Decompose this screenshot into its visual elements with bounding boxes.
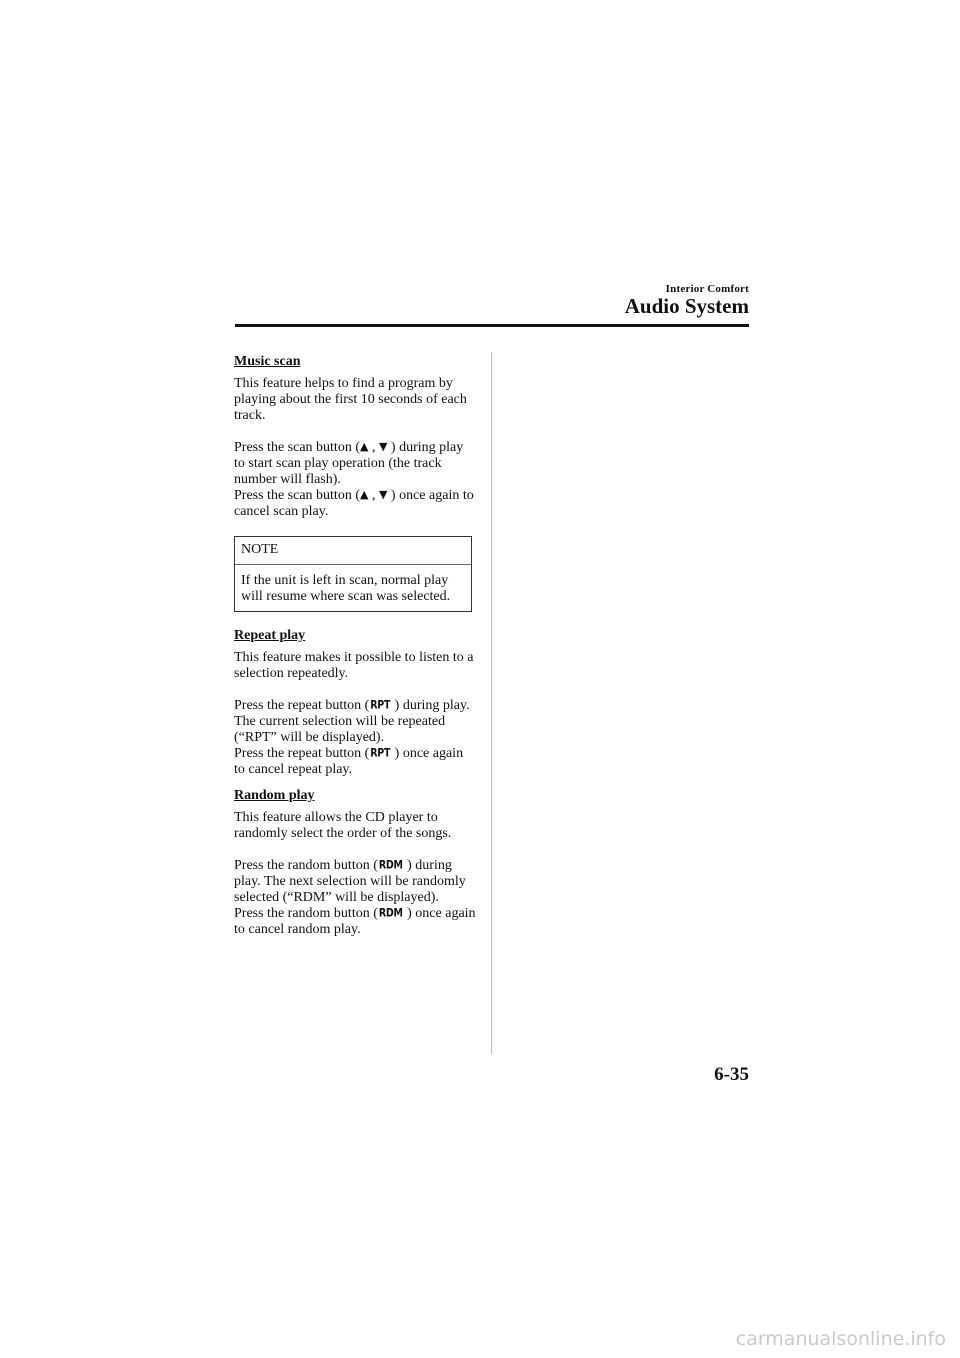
rdm-button-icon: RDM bbox=[378, 906, 403, 921]
random-play-heading: Random play bbox=[234, 788, 315, 803]
down-arrow-icon: ▼ bbox=[378, 440, 388, 453]
column-divider bbox=[491, 352, 492, 1054]
left-column bbox=[234, 354, 476, 938]
music-scan-heading: Music scan bbox=[234, 354, 301, 369]
note-box bbox=[234, 536, 472, 612]
down-arrow-icon: ▼ bbox=[378, 488, 388, 501]
up-arrow-icon: ▲ bbox=[359, 488, 369, 501]
page-title: Audio System bbox=[624, 294, 749, 318]
music-scan-cancel: Press the scan button (▲ , ▼ ) once again to cancel scan play. bbox=[234, 488, 474, 519]
rpt-button-icon: RPT bbox=[370, 698, 391, 713]
up-arrow-icon: ▲ bbox=[359, 440, 369, 453]
header-rule bbox=[235, 324, 749, 327]
page-number: 6-35 bbox=[714, 1064, 749, 1085]
music-scan-start: Press the scan button (▲ , ▼ ) during play to start scan play operation (the track number will flash). bbox=[234, 440, 464, 487]
rpt-button-icon: RPT bbox=[370, 746, 391, 761]
note-heading: NOTE bbox=[235, 537, 471, 565]
section-label: Interior Comfort bbox=[665, 283, 749, 295]
random-play-cancel: Press the random button (RDM ) once again to cancel random play. bbox=[234, 906, 476, 937]
music-scan-intro: This feature helps to find a program by playing about the first 10 seconds of each track. bbox=[234, 376, 467, 423]
watermark: carmanualsonline.info bbox=[735, 1328, 946, 1350]
note-body: If the unit is left in scan, normal play will resume where scan was selected. bbox=[241, 573, 451, 604]
repeat-play-start: Press the repeat button (RPT ) during play. The current selection will be repeated (“RPT” will be displayed). bbox=[234, 698, 470, 745]
repeat-play-intro: This feature makes it possible to listen to a selection repeatedly. bbox=[234, 650, 474, 681]
random-play-start: Press the random button (RDM ) during play. The next selection will be randomly selected (“RDM” will be displayed). bbox=[234, 858, 466, 905]
rdm-button-icon: RDM bbox=[378, 858, 403, 873]
repeat-play-cancel: Press the repeat button (RPT ) once again to cancel repeat play. bbox=[234, 746, 464, 777]
random-play-intro: This feature allows the CD player to randomly select the order of the songs. bbox=[234, 810, 452, 841]
repeat-play-heading: Repeat play bbox=[234, 628, 306, 643]
